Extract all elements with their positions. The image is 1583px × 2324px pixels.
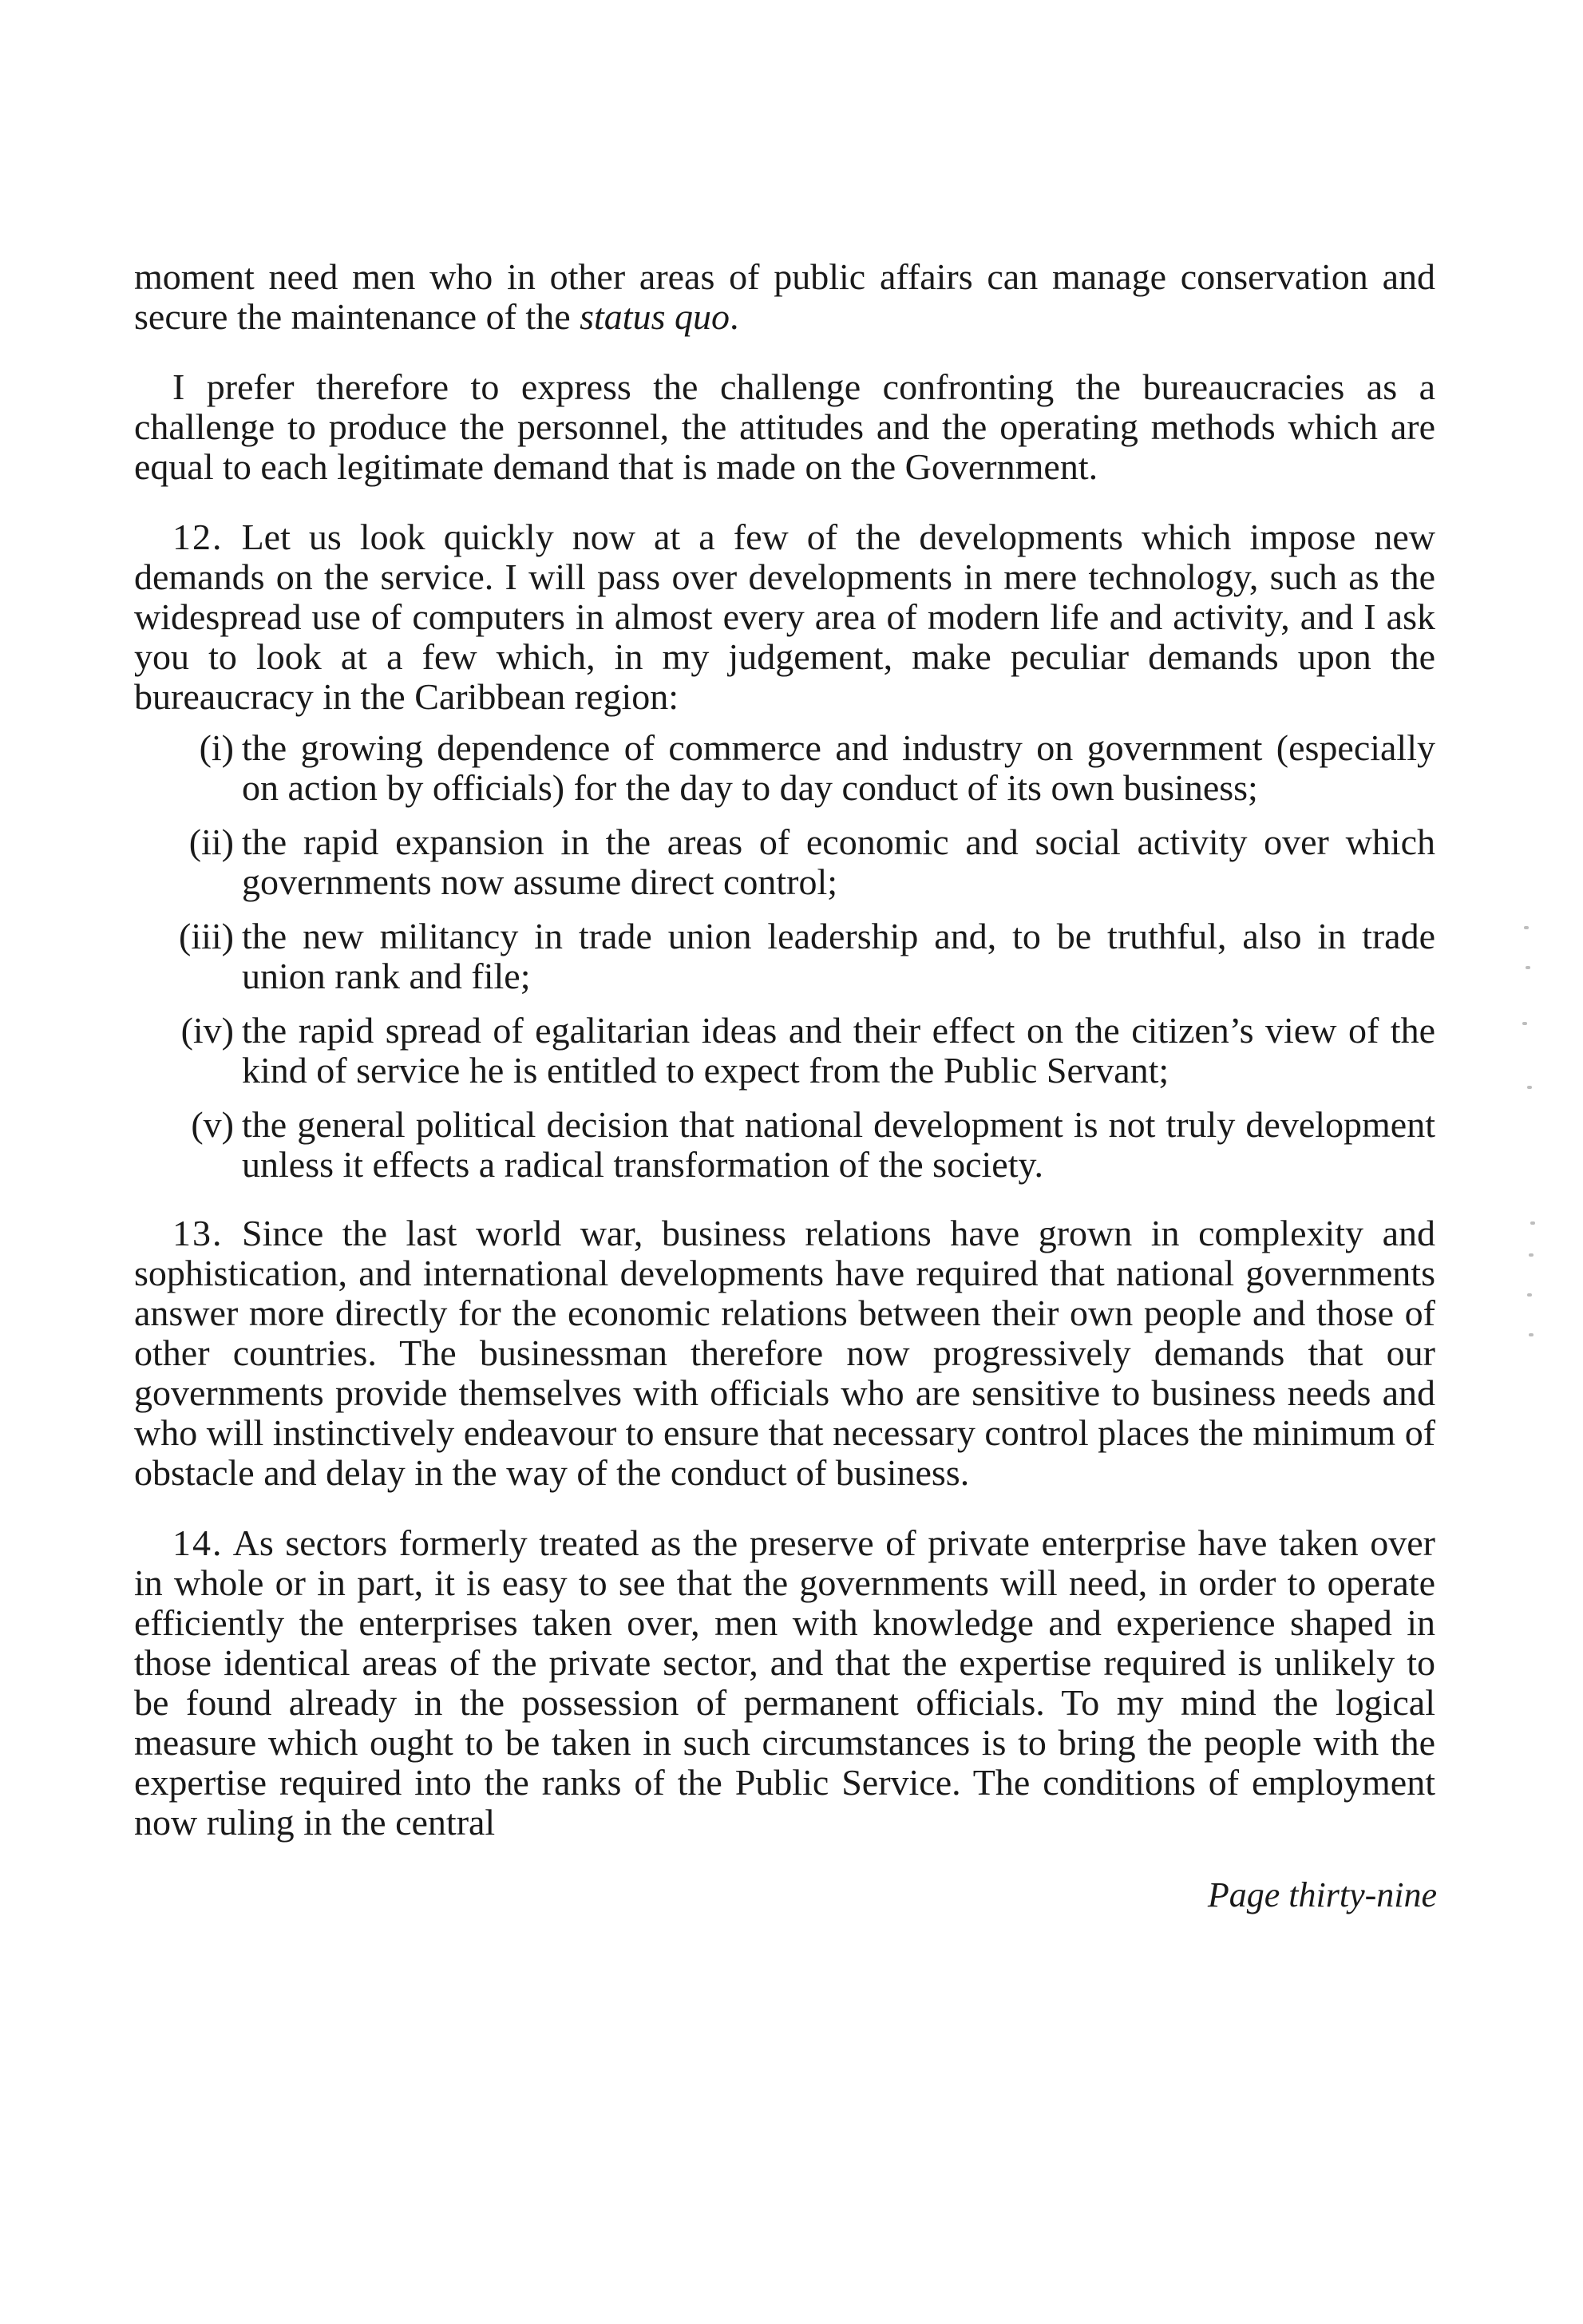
scan-speck [1527, 1086, 1532, 1089]
paragraph-number: 12. [172, 517, 224, 557]
scan-artifacts [1521, 918, 1553, 1365]
scan-speck [1529, 1253, 1534, 1257]
item-label: (iii) [179, 916, 234, 956]
scan-speck [1527, 1293, 1532, 1297]
page-number: Page thirty-nine [1207, 1875, 1437, 1914]
item-label: (ii) [188, 822, 234, 862]
list-item [134, 822, 1435, 902]
continuation-text: moment need men who in other areas of public affairs can manage conservation and secure the maintenance of the [134, 256, 1435, 337]
paragraph-number: 14. [172, 1522, 224, 1563]
paragraph-14 [134, 1523, 1435, 1843]
item-text: the rapid spread of egalitarian ideas and their effect on the citizen’s view of the kind of service he is entitled to expect from the Public Servant; [242, 1010, 1435, 1091]
continuation-end: . [729, 296, 739, 337]
item-text: the rapid expansion in the areas of economic and social activity over which governments now assume direct control; [242, 822, 1435, 902]
page-body [134, 257, 1435, 1873]
status-quo-emphasis: status quo [580, 296, 730, 337]
scan-speck [1529, 1333, 1534, 1336]
list-item [134, 1105, 1435, 1185]
scan-speck [1530, 1221, 1535, 1225]
item-text: the general political decision that national development is not truly development unless it effects a radical transformation of the society. [242, 1104, 1435, 1185]
scan-speck [1524, 926, 1529, 929]
paragraph-13 [134, 1213, 1435, 1493]
paragraph-number: 13. [172, 1213, 224, 1253]
item-label: (v) [191, 1104, 234, 1145]
item-text: the growing dependence of commerce and industry on government (especially on action by officials) for the day to day conduct of its own business; [242, 727, 1435, 808]
paragraph-text: Let us look quickly now at a few of the developments which impose new demands on the service. I will pass over developments in mere technology, such as the widespread use of computers in almost every area of modern life and activity, and I ask you to look at a few which, in my judgement, make peculiar demands upon the bureaucracy in the Caribbean region: [134, 517, 1436, 717]
item-label: (iv) [180, 1010, 234, 1051]
list-item [134, 917, 1435, 996]
paragraph-text: Since the last world war, business relations have grown in complexity and sophistication, and international developments have required that national governments answer more directly for the economic relations between their own people and those of other countries. The businessman therefore now progressively demands that our governments provide themselves with officials who are sensitive to business needs and who will instinctively endeavour to ensure that necessary control places the minimum of obstacle and delay in the way of the conduct of business. [134, 1213, 1436, 1493]
challenge-paragraph: I prefer therefore to express the challenge confronting the bureaucracies as a challenge to produce the personnel, the attitudes and the operating methods which are equal to each legitimate demand that is made on the Government. [134, 366, 1435, 487]
item-text: the new militancy in trade union leadership and, to be truthful, also in trade union rank and file; [242, 916, 1435, 996]
paragraph-text: As sectors formerly treated as the preserve of private enterprise have taken over in whole or in part, it is easy to see that the governments will need, in order to operate efficiently the enterprises taken over, men with knowledge and experience shaped in those identical areas of the private sector, and that the expertise required is unlikely to be found already in the possession of permanent officials. To my mind the logical measure which ought to be taken in such circumstances is to bring the people with the expertise required into the ranks of the Public Service. The conditions of employment now ruling in the central [134, 1522, 1435, 1843]
scan-speck [1526, 966, 1530, 969]
list-item [134, 1011, 1435, 1091]
scan-speck [1522, 1022, 1527, 1025]
developments-list [134, 728, 1435, 1185]
list-item [134, 728, 1435, 808]
continuation-paragraph [134, 257, 1435, 337]
item-label: (i) [199, 727, 234, 768]
paragraph-12 [134, 517, 1435, 717]
